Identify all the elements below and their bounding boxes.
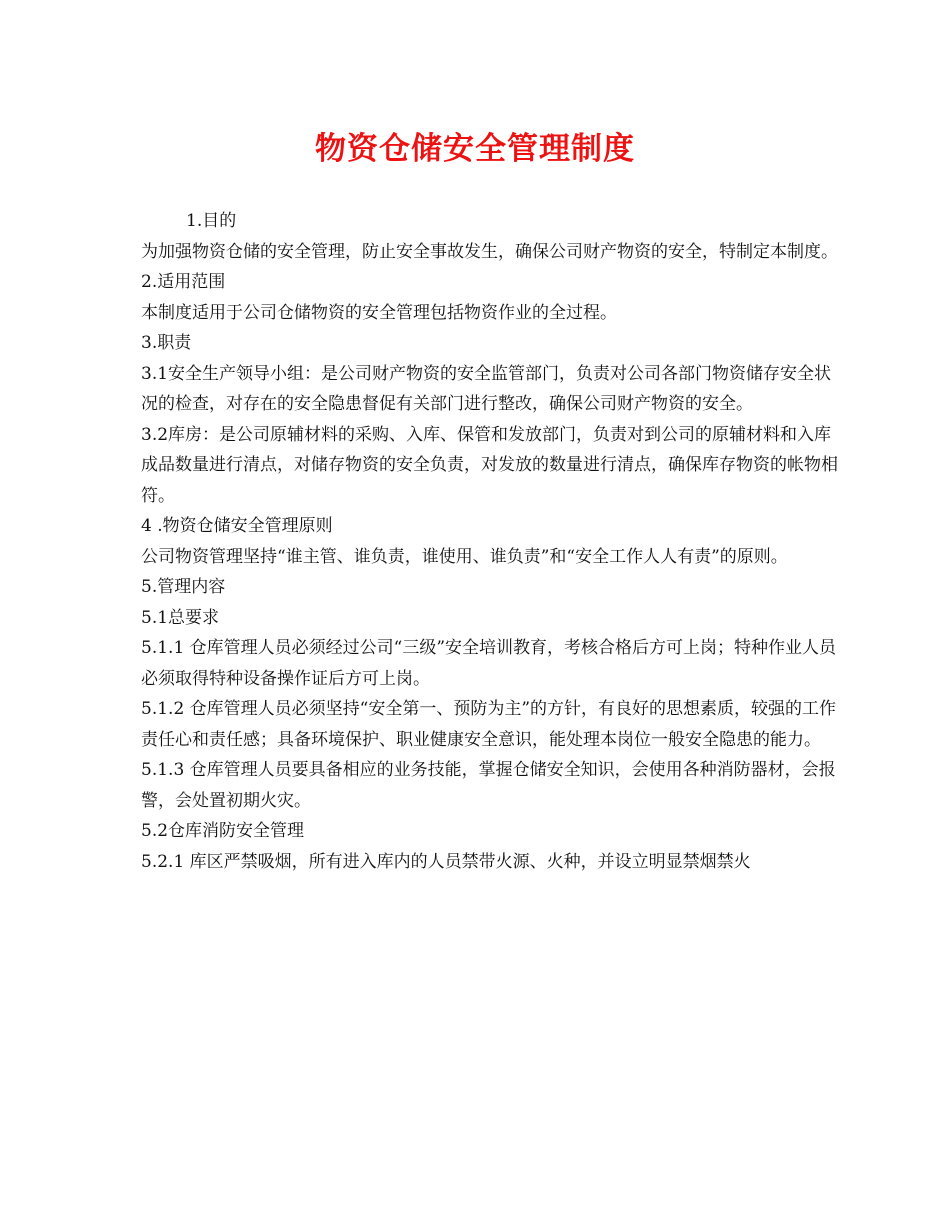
- paragraph-principles: 公司物资管理坚持“谁主管、谁负责，谁使用、谁负责”和“安全工作人人有责”的原则。: [141, 546, 788, 567]
- paragraph-5-1-2: 5.1.2 仓库管理人员必须坚持“安全第一、预防为主”的方针，有良好的思想素质，较强的工作责任心和责任感；具备环境保护、职业健康安全意识，能处理本岗位一般安全隐患的能力。: [141, 699, 837, 750]
- paragraph-responsibility-3-1: 3.1安全生产领导小组：是公司财产物资的安全监管部门，负责对公司各部门物资储存安全状况的检查，对存在的安全隐患督促有关部门进行整改，确保公司财产物资的安全。: [141, 363, 832, 414]
- section-heading-responsibilities: 3.职责: [141, 333, 192, 353]
- section-heading-purpose: 1.目的: [186, 211, 237, 231]
- paragraph-responsibility-3-2: 3.2库房：是公司原辅材料的采购、入库、保管和发放部门，负责对到公司的原辅材料和入库成品数量进行清点，对储存物资的安全负责，对发放的数量进行清点，确保库存物资的帐物相符。: [141, 424, 838, 506]
- paragraph-scope: 本制度适用于公司仓储物资的安全管理包括物资作业的全过程。: [141, 302, 617, 323]
- subsection-heading-5-2: 5.2仓库消防安全管理: [141, 821, 305, 841]
- paragraph-5-1-1: 5.1.1 仓库管理人员必须经过公司“三级”安全培训教育，考核合格后方可上岗；特种作业人员必须取得特种设备操作证后方可上岗。: [141, 638, 837, 689]
- section-heading-principles: 4 .物资仓储安全管理原则: [141, 516, 333, 536]
- section-heading-content: 5.管理内容: [141, 577, 226, 597]
- paragraph-purpose: 为加强物资仓储的安全管理，防止安全事故发生，确保公司财产物资的安全，特制定本制度。: [141, 241, 838, 262]
- section-heading-scope: 2.适用范围: [141, 272, 226, 292]
- subsection-heading-5-1: 5.1总要求: [141, 607, 220, 628]
- document-title: 物资仓储安全管理制度: [315, 131, 635, 167]
- document-body: [141, 206, 841, 877]
- paragraph-5-1-3: 5.1.3 仓库管理人员要具备相应的业务技能，掌握仓储安全知识，会使用各种消防器材，会报警，会处置初期火灾。: [141, 760, 836, 811]
- paragraph-5-2-1: 5.2.1 库区严禁吸烟，所有进入库内的人员禁带火源、火种，并设立明显禁烟禁火: [141, 851, 751, 872]
